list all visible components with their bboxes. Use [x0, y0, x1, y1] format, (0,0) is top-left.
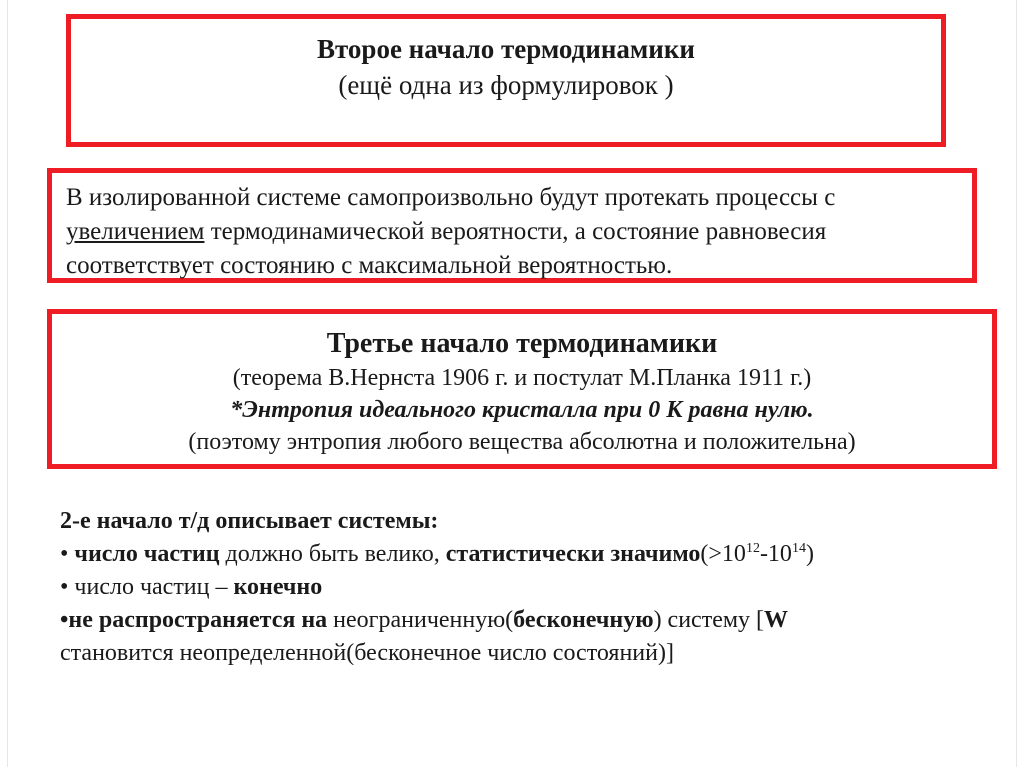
- notes-item-2-bold: конечно: [233, 574, 323, 600]
- statement-underlined-word: увеличением: [66, 218, 205, 245]
- notes-item-3-bold-b: бесконечную: [513, 607, 654, 633]
- third-law-title: Третье начало термодинамики: [326, 328, 718, 359]
- statement-line-2-rest: термодинамической вероятности, а состояние равновесия: [204, 218, 827, 245]
- notes-item-1-open: (>10: [700, 541, 746, 567]
- second-law-box: [66, 14, 946, 147]
- notes-item-1: [60, 538, 960, 571]
- notes-block: [60, 505, 960, 670]
- exponent-2: 14: [791, 541, 806, 556]
- third-law-line-3: (поэтому энтропия любого вещества абсолютна и положительна): [188, 429, 856, 455]
- notes-item-1-bold-b: статистически значимо: [445, 541, 701, 567]
- statement-line-1: В изолированной системе самопроизвольно будут протекать процессы с: [66, 184, 836, 211]
- exponent-1: 12: [745, 541, 760, 556]
- notes-item-3-bold-a: •не распространяется на: [60, 607, 328, 633]
- notes-item-3: [60, 604, 960, 637]
- third-law-line-1: (теорема В.Нернста 1906 г. и постулат М.Планка 1911 г.): [232, 365, 812, 391]
- notes-item-1-mid: должно быть велико,: [219, 541, 446, 567]
- notes-item-3-bold-c: W: [764, 607, 789, 633]
- statement-line-3: соответствует состоянию с максимальной вероятностью.: [66, 252, 673, 279]
- notes-item-3-mid: неограниченную(: [327, 607, 514, 633]
- notes-item-1-dash: -10: [759, 541, 792, 567]
- second-law-subtitle: (ещё одна из формулировок ): [338, 70, 674, 100]
- notes-item-1-close: ): [805, 541, 814, 567]
- notes-item-1-bold-a: число частиц: [74, 541, 220, 567]
- notes-heading: [60, 505, 960, 538]
- notes-item-4: становится неопределенной(бесконечное число состояний)]: [60, 640, 674, 666]
- bullet: •: [60, 541, 75, 567]
- notes-item-2-text: • число частиц –: [60, 574, 234, 600]
- statement-line-2: [66, 215, 972, 249]
- notes-item-3-rest: ) систему [: [653, 607, 765, 633]
- notes-item-2: [60, 571, 960, 604]
- second-law-title: Второе начало термодинамики: [317, 34, 695, 64]
- third-law-line-2: *Энтропия идеального кристалла при 0 К равна нулю.: [230, 397, 814, 423]
- notes-heading-text: 2-е начало т/д описывает системы:: [60, 508, 439, 534]
- third-law-box: [47, 309, 997, 469]
- isolated-system-statement-box: [47, 168, 977, 283]
